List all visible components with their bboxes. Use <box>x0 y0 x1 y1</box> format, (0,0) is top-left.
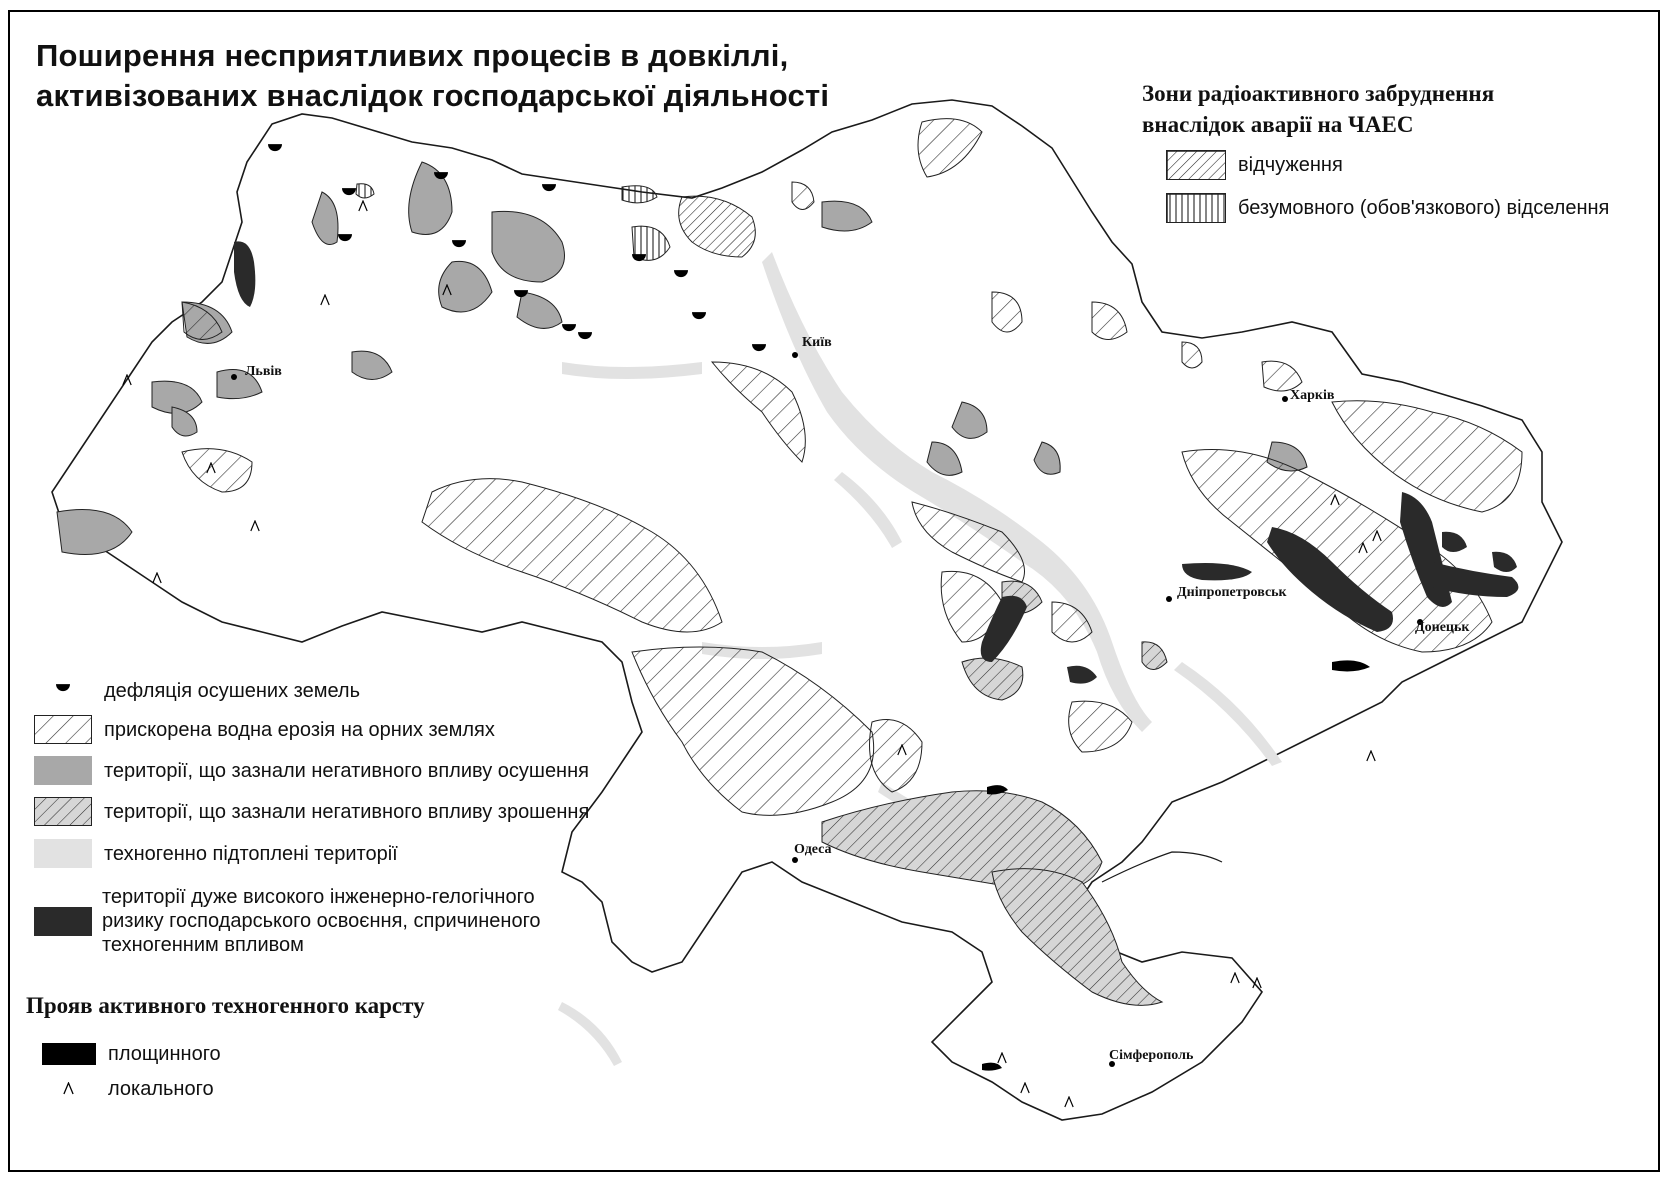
legend-high-risk <box>34 885 541 957</box>
legend-high-risk-line-1: території дуже високого інженерно-гелогічного <box>102 886 535 908</box>
legend-high-risk-line-3: техногенним впливом <box>102 934 304 956</box>
erosion-swatch <box>34 715 92 744</box>
city-label-lviv: Львів <box>245 364 282 379</box>
flooded-swatch <box>34 839 92 868</box>
legend-deflation-label: дефляція осушених земель <box>104 679 361 702</box>
legend-flooded <box>34 839 398 868</box>
radiation-legend-exclusion <box>1166 150 1343 180</box>
exclusion-label: відчуження <box>1238 153 1343 176</box>
city-label-kharkiv: Харків <box>1290 388 1335 403</box>
legend-erosion <box>34 715 495 744</box>
legend-drainage-label: території, що зазнали негативного впливу осушення <box>104 759 589 782</box>
drainage-swatch <box>34 756 92 785</box>
resettlement-swatch <box>1166 193 1226 223</box>
high-risk-swatch <box>34 907 92 936</box>
legend-irrigation-label: території, що зазнали негативного впливу зрошення <box>104 800 590 823</box>
city-label-kyiv: Київ <box>802 335 832 350</box>
legend-areal-karst-label: площинного <box>108 1043 221 1065</box>
city-label-odesa: Одеса <box>794 842 832 857</box>
areal-karst-swatch <box>42 1043 96 1065</box>
legend-erosion-label: прискорена водна ерозія на орних землях <box>104 718 495 741</box>
legend-high-risk-label <box>102 885 541 957</box>
city-label-donetsk: Донецьк <box>1415 620 1470 635</box>
legend-drainage <box>34 756 589 785</box>
country-outline <box>52 100 1562 1120</box>
karst-title: Прояв активного техногенного карсту <box>26 993 425 1018</box>
map-title <box>36 36 829 116</box>
resettlement-label: безумовного (обов'язкового) відселення <box>1238 196 1610 219</box>
irrigation-swatch <box>34 797 92 826</box>
legend-flooded-label: техногенно підтоплені території <box>104 842 398 865</box>
radiation-zones-title <box>1142 78 1494 140</box>
deflation-icon <box>34 676 92 705</box>
legend-irrigation <box>34 797 589 826</box>
legend-local-karst <box>42 1077 214 1101</box>
radiation-zones-title-line-2: внаслідок аварії на ЧАЕС <box>1142 112 1414 137</box>
legend-deflation <box>34 676 360 705</box>
map-title-line-2: активізованих внаслідок господарської діяльності <box>36 78 830 113</box>
legend-areal-karst <box>42 1042 221 1066</box>
caret-icon <box>42 1078 96 1100</box>
legend-high-risk-line-2: ризику господарського освоєння, спричиненого <box>102 910 541 932</box>
radiation-legend-resettlement <box>1166 193 1609 223</box>
city-label-simferopol: Сімферополь <box>1109 1048 1194 1063</box>
legend-local-karst-label: локального <box>108 1078 214 1100</box>
radiation-zones-title-line-1: Зони радіоактивного забруднення <box>1142 81 1495 106</box>
map-title-line-1: Поширення несприятливих процесів в довкіллі, <box>36 38 789 73</box>
exclusion-swatch <box>1166 150 1226 180</box>
city-label-dnipropetrovsk: Дніпропетровськ <box>1177 585 1287 600</box>
